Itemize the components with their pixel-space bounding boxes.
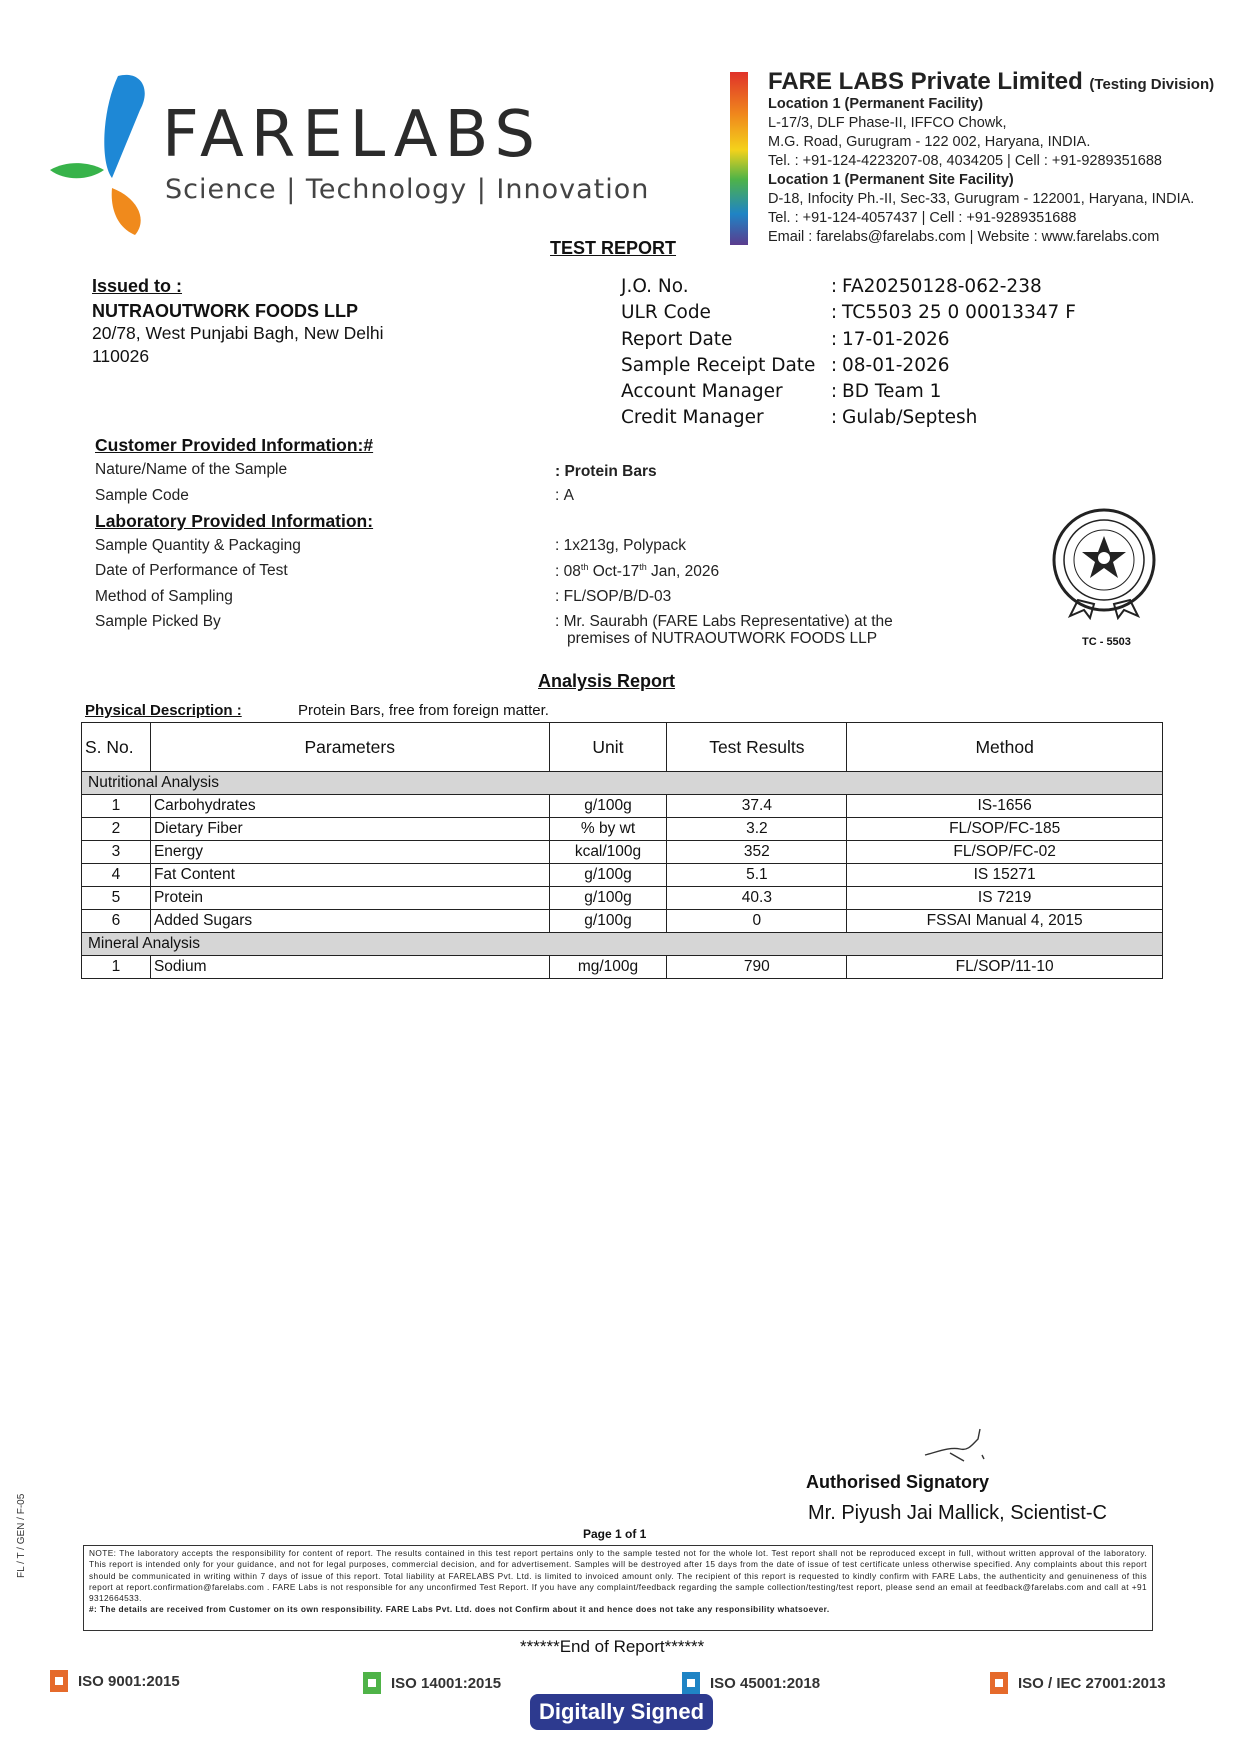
issued-to-label: Issued to : bbox=[92, 276, 183, 296]
cell-method: FL/SOP/FC-02 bbox=[847, 841, 1163, 864]
cell-no: 3 bbox=[82, 841, 151, 864]
cell-no: 1 bbox=[82, 956, 151, 979]
column-header: Unit bbox=[549, 723, 667, 772]
group-name: Mineral Analysis bbox=[82, 933, 1163, 956]
cell-param: Protein bbox=[150, 887, 549, 910]
job-value: BD Team 1 bbox=[842, 381, 942, 403]
iso-badge: ISO / IEC 27001:2013 bbox=[990, 1672, 1166, 1694]
cell-result: 352 bbox=[667, 841, 847, 864]
group-row bbox=[82, 933, 1163, 956]
address-line: Location 1 (Permanent Facility) bbox=[768, 96, 984, 112]
group-name: Nutritional Analysis bbox=[82, 772, 1163, 795]
signatory-name: Mr. Piyush Jai Mallick, Scientist-C bbox=[808, 1502, 1107, 1524]
seal-caption: TC - 5503 bbox=[1082, 636, 1131, 648]
nature-label: Nature/Name of the Sample bbox=[95, 461, 288, 478]
cell-method: FL/SOP/FC-185 bbox=[847, 818, 1163, 841]
picked-value-cont: premises of NUTRAOUTWORK FOODS LLP bbox=[567, 630, 878, 647]
physical-description-value: Protein Bars, free from foreign matter. bbox=[298, 702, 549, 719]
cell-no: 5 bbox=[82, 887, 151, 910]
iso-badge: ISO 45001:2018 bbox=[682, 1672, 820, 1694]
table-row bbox=[82, 818, 1163, 841]
address-line: D-18, Infocity Ph.-II, Sec-33, Gurugram - 122001, Haryana, INDIA. bbox=[768, 191, 1195, 207]
column-header: S. No. bbox=[82, 723, 151, 772]
logo-wordmark: FARELABS bbox=[162, 98, 542, 172]
table-row bbox=[82, 956, 1163, 979]
address-line: Email : farelabs@farelabs.com | Website : www.farelabs.com bbox=[768, 229, 1160, 245]
date-label: Date of Performance of Test bbox=[95, 562, 288, 579]
cell-param: Energy bbox=[150, 841, 549, 864]
table-header-row bbox=[82, 723, 1163, 772]
cell-unit: kcal/100g bbox=[549, 841, 667, 864]
nature-value: : Protein Bars bbox=[555, 463, 657, 480]
end-of-report: ******End of Report****** bbox=[520, 1637, 705, 1656]
qty-label: Sample Quantity & Packaging bbox=[95, 537, 301, 554]
cell-param: Dietary Fiber bbox=[150, 818, 549, 841]
cell-unit: g/100g bbox=[549, 910, 667, 933]
cell-result: 5.1 bbox=[667, 864, 847, 887]
cell-result: 3.2 bbox=[667, 818, 847, 841]
column-header: Parameters bbox=[150, 723, 549, 772]
job-row: J.O. No. : FA20250128-062-238 bbox=[621, 274, 1076, 300]
customer-address: 20/78, West Punjabi Bagh, New Delhi 110026 bbox=[92, 323, 384, 366]
disclaimer-note: NOTE: The laboratory accepts the responsibility for content of report. The results contained in this test report pertains only to the sample tested not for the whole lot. Test report shall not be reproduced except in full, without written approval of the laboratory. This report is intended only for your guidance, and not for legal purposes, commercial decision, and for advertisement. Samples will be destroyed after 15 days from the date of issue of test certificate unless otherwise specified. Any complaints about this report should be communicated in writing within 7 days of issue of this report. Total liability at FARELABS Pvt. Ltd. is limited to invoiced amount only. The recipient of this report is requested to kindly confirm with FARE Labs, the authenticity and genuineness of this report at report.confirmation@farelabs.com . FARE Labs is not responsible for any unconfirmed Test Report. If you have any complaint/feedback regarding the sample collection/testing/test report, please send an email at feedback@farelabs.com and call at +91 9312664533. #: The details are received from Customer on its own responsibility. FARE Labs Pvt. Ltd. does not Confirm about it and hence does not take any responsibility whatsoever. bbox=[83, 1545, 1153, 1631]
cell-result: 0 bbox=[667, 910, 847, 933]
date-value: : 08th Oct-17th Jan, 2026 bbox=[555, 562, 720, 581]
iso-icon bbox=[363, 1672, 381, 1694]
logo-tagline: Science | Technology | Innovation bbox=[165, 174, 650, 205]
cell-unit: mg/100g bbox=[549, 956, 667, 979]
customer-name: NUTRAOUTWORK FOODS LLP bbox=[92, 301, 358, 321]
cell-result: 40.3 bbox=[667, 887, 847, 910]
iso-icon bbox=[990, 1672, 1008, 1694]
iso-badge: ISO 14001:2015 bbox=[363, 1672, 501, 1694]
job-row: Sample Receipt Date : 08-01-2026 bbox=[621, 353, 1076, 379]
address-line: M.G. Road, Gurugram - 122 002, Haryana, INDIA. bbox=[768, 134, 1091, 150]
cell-no: 1 bbox=[82, 795, 151, 818]
cell-unit: g/100g bbox=[549, 864, 667, 887]
job-key: ULR Code bbox=[621, 302, 711, 324]
cell-no: 6 bbox=[82, 910, 151, 933]
iso-icon bbox=[50, 1670, 68, 1692]
customer-info-heading: Customer Provided Information:# bbox=[95, 435, 374, 455]
cell-param: Sodium bbox=[150, 956, 549, 979]
group-row bbox=[82, 772, 1163, 795]
iso-icon bbox=[682, 1672, 700, 1694]
results-table bbox=[81, 722, 1163, 979]
job-row: Account Manager : BD Team 1 bbox=[621, 379, 1076, 405]
job-key: Account Manager bbox=[621, 381, 783, 403]
physical-description-label: Physical Description : bbox=[85, 702, 242, 719]
report-title: TEST REPORT bbox=[550, 238, 677, 258]
job-value: FA20250128-062-238 bbox=[842, 276, 1042, 297]
address-line: L-17/3, DLF Phase-II, IFFCO Chowk, bbox=[768, 115, 1007, 131]
column-header: Test Results bbox=[667, 723, 847, 772]
column-header: Method bbox=[847, 723, 1163, 772]
cell-method: FL/SOP/11-10 bbox=[847, 956, 1163, 979]
job-row: ULR Code : TC5503 25 0 00013347 F bbox=[621, 300, 1076, 326]
cell-no: 2 bbox=[82, 818, 151, 841]
page-number: Page 1 of 1 bbox=[583, 1527, 647, 1541]
cell-unit: g/100g bbox=[549, 795, 667, 818]
method-label: Method of Sampling bbox=[95, 588, 233, 605]
accreditation-seal-icon bbox=[1048, 508, 1160, 620]
signature-icon bbox=[920, 1425, 990, 1465]
job-key: J.O. No. bbox=[621, 276, 689, 297]
job-key: Report Date bbox=[621, 328, 733, 350]
method-value: : FL/SOP/B/D-03 bbox=[555, 588, 672, 605]
job-row: Credit Manager : Gulab/Septesh bbox=[621, 405, 1076, 431]
analysis-title: Analysis Report bbox=[538, 671, 676, 691]
job-key: Credit Manager bbox=[621, 407, 764, 429]
cell-no: 4 bbox=[82, 864, 151, 887]
job-details bbox=[621, 274, 1076, 432]
table-row bbox=[82, 795, 1163, 818]
job-row: Report Date : 17-01-2026 bbox=[621, 327, 1076, 353]
job-value: TC5503 25 0 00013347 F bbox=[842, 302, 1076, 324]
cell-method: IS-1656 bbox=[847, 795, 1163, 818]
iso-badge: ISO 9001:2015 bbox=[50, 1670, 180, 1692]
cell-unit: % by wt bbox=[549, 818, 667, 841]
cell-result: 790 bbox=[667, 956, 847, 979]
cell-method: FSSAI Manual 4, 2015 bbox=[847, 910, 1163, 933]
cell-unit: g/100g bbox=[549, 887, 667, 910]
cell-param: Carbohydrates bbox=[150, 795, 549, 818]
cell-param: Added Sugars bbox=[150, 910, 549, 933]
table-row bbox=[82, 841, 1163, 864]
table-row bbox=[82, 864, 1163, 887]
digitally-signed-badge: Digitally Signed bbox=[530, 1694, 713, 1730]
cell-method: IS 7219 bbox=[847, 887, 1163, 910]
address-line: Tel. : +91-124-4057437 | Cell : +91-9289351688 bbox=[768, 210, 1077, 226]
cell-result: 37.4 bbox=[667, 795, 847, 818]
job-value: Gulab/Septesh bbox=[842, 407, 978, 429]
cell-param: Fat Content bbox=[150, 864, 549, 887]
code-label: Sample Code bbox=[95, 487, 189, 504]
color-bar bbox=[730, 72, 748, 245]
code-value: : A bbox=[555, 487, 574, 504]
table-row bbox=[82, 887, 1163, 910]
job-value: 17-01-2026 bbox=[842, 328, 950, 350]
address-line: Location 1 (Permanent Site Facility) bbox=[768, 172, 1014, 188]
picked-label: Sample Picked By bbox=[95, 613, 221, 630]
picked-value: : Mr. Saurabh (FARE Labs Representative) at the bbox=[555, 613, 893, 630]
company-title: FARE LABS Private Limited (Testing Division) bbox=[768, 68, 1215, 95]
lab-info-heading: Laboratory Provided Information: bbox=[95, 511, 374, 531]
farelabs-logo-icon bbox=[40, 70, 170, 235]
qty-value: : 1x213g, Polypack bbox=[555, 537, 686, 554]
form-code: FL / T / GEN / F-05 bbox=[16, 1493, 27, 1578]
signatory-role: Authorised Signatory bbox=[806, 1472, 990, 1492]
cell-method: IS 15271 bbox=[847, 864, 1163, 887]
job-key: Sample Receipt Date bbox=[621, 354, 816, 376]
job-value: 08-01-2026 bbox=[842, 354, 950, 376]
address-line: Tel. : +91-124-4223207-08, 4034205 | Cell : +91-9289351688 bbox=[768, 153, 1162, 169]
table-row bbox=[82, 910, 1163, 933]
